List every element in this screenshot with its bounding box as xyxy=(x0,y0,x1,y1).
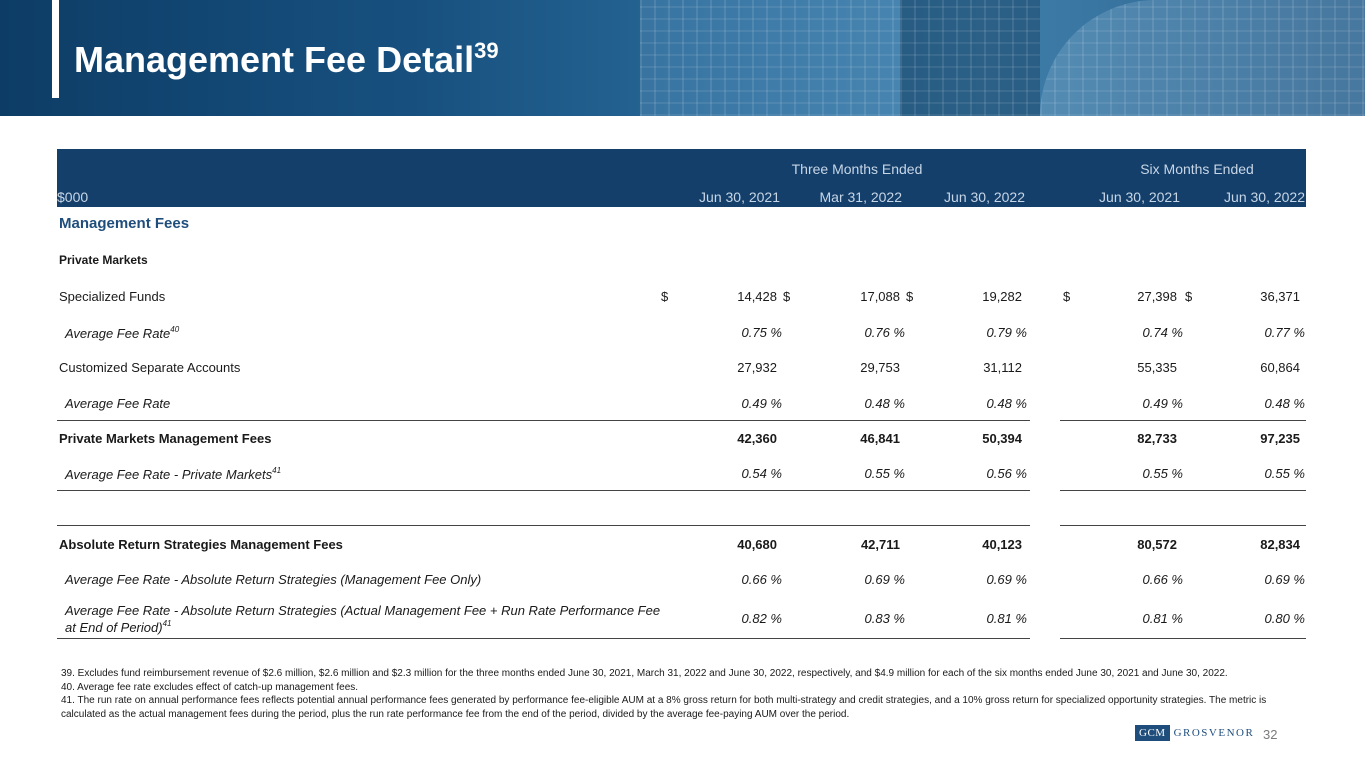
cell-value: 0.81 % xyxy=(1142,611,1183,626)
cell-value: 0.66 % xyxy=(1142,572,1183,587)
cell-value: 42,711 xyxy=(860,537,900,552)
section-title: Management Fees xyxy=(59,215,190,232)
group-header-three-months: Three Months Ended xyxy=(791,161,923,177)
logo-wordmark: GROSVENOR xyxy=(1173,727,1255,739)
unit-label: $000 xyxy=(57,189,89,205)
cell-value: 0.49 % xyxy=(741,396,782,411)
table-divider xyxy=(1060,490,1306,491)
cell-value: 27,932 xyxy=(737,360,777,375)
header-banner xyxy=(0,0,1365,116)
cell-value: 0.54 % xyxy=(741,466,782,481)
cell-value: 29,753 xyxy=(860,360,900,375)
footnote-41: 41. The run rate on annual performance fees reflects potential annual performance fees generated by performance fee-eligible AUM at a 8% gross return for both multi-strategy and credit strategies, and a 10% gross return for specialized opportunity strategies. The metric is calculated as the actual management fees during the period, plus the run rate performance fee from the end of the period, divided by the average fee-paying AUM over the period. xyxy=(61,695,1267,720)
cell-value: 0.81 % xyxy=(986,611,1027,626)
row-label: Average Fee Rate xyxy=(65,396,171,411)
page-title xyxy=(74,38,499,81)
column-header: Jun 30, 2022 xyxy=(944,189,1025,205)
dollar-sign: $ xyxy=(783,289,791,304)
cell-value: 80,572 xyxy=(1137,537,1177,552)
table-divider xyxy=(1060,638,1306,639)
table-header xyxy=(57,149,1306,207)
cell-value: 82,834 xyxy=(1260,537,1300,552)
row-label xyxy=(65,466,281,482)
logo-mark: GCM xyxy=(1135,725,1170,741)
cell-value: 0.69 % xyxy=(986,572,1027,587)
management-fee-table xyxy=(57,149,1306,635)
cell-value: 82,733 xyxy=(1137,431,1177,446)
cell-value: 0.80 % xyxy=(1264,611,1305,626)
cell-value: 0.76 % xyxy=(864,325,905,340)
column-header: Jun 30, 2021 xyxy=(699,189,780,205)
cell-value: 50,394 xyxy=(982,431,1022,446)
cell-value: 0.48 % xyxy=(1264,396,1305,411)
cell-value: 0.77 % xyxy=(1264,325,1305,340)
footnote-ref: 41 xyxy=(272,466,282,475)
row-label xyxy=(65,325,179,341)
cell-value: 0.56 % xyxy=(986,466,1027,481)
footnote-ref: 40 xyxy=(170,325,180,334)
cell-value: 97,235 xyxy=(1260,431,1300,446)
cell-value: 60,864 xyxy=(1260,360,1300,375)
column-header: Jun 30, 2022 xyxy=(1224,189,1305,205)
row-label-line1: Average Fee Rate - Absolute Return Strategies (Actual Management Fee + Run Rate Performance Fee xyxy=(65,603,661,618)
cell-value: 0.55 % xyxy=(1142,466,1183,481)
cell-value: 0.75 % xyxy=(741,325,782,340)
cell-value: 36,371 xyxy=(1260,289,1300,304)
cell-value: 0.83 % xyxy=(864,611,905,626)
page-title-text: Management Fee Detail xyxy=(74,39,475,80)
building-image xyxy=(640,0,900,116)
cell-value: 55,335 xyxy=(1137,360,1177,375)
cell-value: 27,398 xyxy=(1137,289,1177,304)
building-image xyxy=(1040,0,1365,116)
table-divider xyxy=(1060,525,1306,526)
footnote-ref: 41 xyxy=(162,619,172,628)
row-label-line2 xyxy=(65,619,171,635)
dollar-sign: $ xyxy=(661,289,669,304)
row-label: Customized Separate Accounts xyxy=(59,360,241,375)
cell-value: 0.48 % xyxy=(986,396,1027,411)
row-label: Average Fee Rate - Absolute Return Strategies (Management Fee Only) xyxy=(65,572,482,587)
cell-value: 17,088 xyxy=(860,289,900,304)
table-divider xyxy=(57,525,1030,526)
table-divider xyxy=(57,490,1030,491)
row-label-text: Average Fee Rate xyxy=(65,326,171,341)
cell-value: 0.74 % xyxy=(1142,325,1183,340)
dollar-sign: $ xyxy=(906,289,914,304)
cell-value: 0.69 % xyxy=(864,572,905,587)
cell-value: 0.79 % xyxy=(986,325,1027,340)
cell-value: 0.82 % xyxy=(741,611,782,626)
cell-value: 0.55 % xyxy=(1264,466,1305,481)
cell-value: 31,112 xyxy=(983,360,1022,375)
group-header-six-months: Six Months Ended xyxy=(1140,161,1254,177)
cell-value: 0.55 % xyxy=(864,466,905,481)
cell-value: 0.48 % xyxy=(864,396,905,411)
column-header: Mar 31, 2022 xyxy=(819,189,902,205)
company-logo xyxy=(1135,724,1254,742)
row-label: Absolute Return Strategies Management Fees xyxy=(59,537,343,552)
cell-value: 46,841 xyxy=(860,431,900,446)
cell-value: 19,282 xyxy=(982,289,1022,304)
dollar-sign: $ xyxy=(1185,289,1193,304)
row-label-text: Average Fee Rate - Private Markets xyxy=(65,467,273,482)
page-title-footnote: 39 xyxy=(474,38,499,63)
footnote-40: 40. Average fee rate excludes effect of catch-up management fees. xyxy=(61,681,359,693)
table-divider xyxy=(57,638,1030,639)
page-number: 32 xyxy=(1263,727,1278,742)
row-label: Private Markets Management Fees xyxy=(59,431,272,446)
cell-value: 42,360 xyxy=(737,431,777,446)
table-divider xyxy=(57,420,1030,421)
cell-value: 14,428 xyxy=(737,289,777,304)
row-label: Specialized Funds xyxy=(59,289,166,304)
cell-value: 0.69 % xyxy=(1264,572,1305,587)
row-label-text: at End of Period) xyxy=(65,620,163,635)
cell-value: 0.49 % xyxy=(1142,396,1183,411)
title-accent-bar xyxy=(52,0,59,98)
cell-value: 40,123 xyxy=(982,537,1022,552)
column-header: Jun 30, 2021 xyxy=(1099,189,1180,205)
cell-value: 0.66 % xyxy=(741,572,782,587)
building-image xyxy=(900,0,1040,116)
footnotes xyxy=(61,667,1311,721)
dollar-sign: $ xyxy=(1063,289,1071,304)
cell-value: 40,680 xyxy=(737,537,777,552)
footnote-39: 39. Excludes fund reimbursement revenue of $2.6 million, $2.6 million and $2.3 million for the three months ended June 30, 2021, March 31, 2022 and June 30, 2022, respectively, and $4.9 million for each of the six months ended June 30, 2021 and June 30, 2022. xyxy=(61,668,1228,679)
table-divider xyxy=(1060,420,1306,421)
subsection-title: Private Markets xyxy=(59,253,148,267)
